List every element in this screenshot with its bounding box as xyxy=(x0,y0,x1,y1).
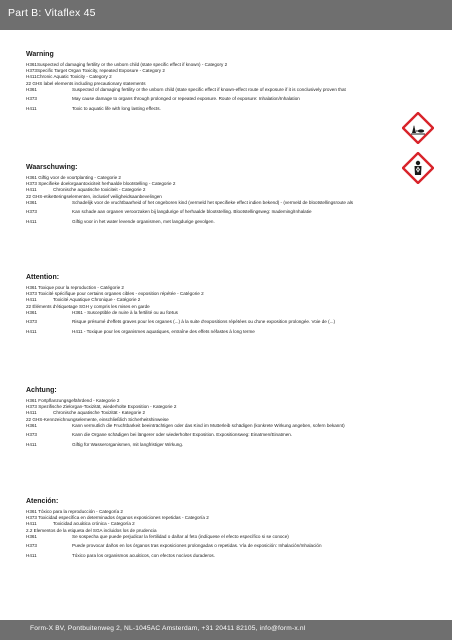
hazard-code: H373 xyxy=(26,319,37,325)
hazard-text: Toxicité Aquatique Chronique - Catégorie 2 xyxy=(53,297,141,303)
hazard-code: H361 xyxy=(26,422,37,428)
hazard-statement: Kann die Organe schädigen bei längerer oder wiederholter Exposition. Expositionsweg: Einatmen/Einatmen. xyxy=(72,432,293,438)
hazard-statement: May cause damage to organs through prolonged or repeated exposure. Route of exposure: Inhalation/Inhalation xyxy=(72,96,300,102)
section-french xyxy=(26,273,426,339)
hazard-code: H411 xyxy=(26,187,37,193)
label-elements-text: 22 GHS label elements including precautionary statements xyxy=(26,80,146,86)
document-title: Part B: Vitaflex 45 xyxy=(8,7,96,19)
hazard-statement: Schadelijk voor de vruchtbaarheid of het ongeboren kind (vermeld het specifieke effect indien bekend) - (vermeld de blootstellingsroute als xyxy=(72,199,354,205)
hazard-code: H373 xyxy=(26,432,37,438)
hazard-code: H373 xyxy=(26,209,37,215)
hazard-code: H373 Toxicidad específica en determinados órganos exposiciones repetidas - Categoría 2 xyxy=(26,515,209,521)
hazard-code: H411 xyxy=(26,106,37,111)
hazard-text: Chronische aquatische Toxizität - Kategorie 2 xyxy=(53,410,146,416)
hazard-code: H373 xyxy=(26,543,37,549)
hazard-statement: H361 - Susceptible de nuire à la fertilité ou au fœtus xyxy=(72,309,178,315)
hazard-text: Suspected of damaging fertility or the unborn child (state specific effect if known) - Category 2 xyxy=(36,62,228,67)
hazard-statement-row xyxy=(26,106,426,116)
hazard-code: H411 xyxy=(26,74,37,80)
hazard-statement-row xyxy=(26,432,426,442)
hazard-statement: Suspected of damaging fertility or the unborn child (state specific effect if known-effect route of exposure if it is conclusively proven that xyxy=(72,86,346,92)
signal-word-french: Attention: xyxy=(26,274,60,281)
hazard-statement: Kan schade aan organen veroorzaken bij langdurige of herhaalde blootstelling. Blootstellingsweg: Inademing/Inhalatie xyxy=(72,209,312,215)
hazard-statement-row xyxy=(26,319,426,329)
section-spanish xyxy=(26,497,426,563)
hazard-statement-row xyxy=(26,442,426,452)
hazard-code: H411 xyxy=(26,442,37,447)
hazard-code: H373 Spezifische Zielorgan-Toxizität, wiederholte Exposition - Kategorie 2 xyxy=(26,404,177,410)
hazard-text: Toxicidad acuática crónica - Categoría 2 xyxy=(53,521,135,527)
hazard-statement-row xyxy=(26,96,426,106)
hazard-code: H373 xyxy=(26,68,37,74)
hazard-code: H373 Specifieke doelorgaantoxiciteit herhaalde blootstelling - Categorie 2 xyxy=(26,181,176,187)
hazard-statement: Puede provocar daños en los órganos tras exposiciones prolongadas o repetidas. Vía de exposición: Inhalación/Inhalación xyxy=(72,543,322,549)
label-elements-text: 22 Éléments d'étiquetage SGH y compris les mises en garde xyxy=(26,303,150,309)
hazard-code: H361 xyxy=(26,533,37,539)
hazard-statement: Kann vermutlich die Fruchtbarkeit beeinträchtigen oder das Kind im Mutterleib schädigen (konkrete Wirkung angeben, sofern bekannt) xyxy=(72,422,345,428)
page-header xyxy=(0,0,452,30)
hazard-code: H411 xyxy=(26,521,37,527)
hazard-statement-row xyxy=(26,209,426,219)
environment-hazard-icon xyxy=(402,112,434,144)
hazard-code: H361 xyxy=(26,199,37,205)
page-footer xyxy=(0,620,452,640)
hazard-code: H361 Tóxico para la reproducción - Categoría 2 xyxy=(26,509,123,514)
hazard-statement: Giftig voor in het water levende organismen, met langdurige gevolgen. xyxy=(72,219,215,224)
hazard-statement-row xyxy=(26,423,426,433)
section-dutch xyxy=(26,163,426,229)
hazard-statement-row xyxy=(26,310,426,320)
hazard-statement-row xyxy=(26,543,426,553)
hazard-code: H361 xyxy=(26,309,37,315)
hazard-text: Specific Target Organ Toxicity, repeated Exposure - Category 2 xyxy=(36,68,165,74)
label-elements-text: 2.2 Elementos de la etiqueta del SGA incluidos los de prudencia xyxy=(26,527,157,533)
hazard-code: H411 xyxy=(26,329,37,334)
hazard-statement-row xyxy=(26,87,426,97)
hazard-text: Chronic Aquatic Toxicity - Category 2 xyxy=(36,74,112,80)
signal-word-german: Achtung: xyxy=(26,387,57,394)
hazard-statement-row xyxy=(26,329,426,339)
hazard-statement-row xyxy=(26,200,426,210)
hazard-statement-row xyxy=(26,534,426,544)
hazard-statement: Se sospecha que puede perjudicar la fertilidad o dañar al feto (indíquese el efecto específico si se conoce) xyxy=(72,533,289,539)
hazard-statement-row xyxy=(26,219,426,229)
hazard-code: H361 xyxy=(26,62,37,67)
signal-word-spanish: Atención: xyxy=(26,498,59,505)
signal-word-english: Warning xyxy=(26,51,54,58)
hazard-code: H411 xyxy=(26,297,37,303)
hazard-code: H361 Fortpflanzungsgefährdend - Kategorie 2 xyxy=(26,398,120,403)
label-elements-text: 22 GHS-Kennzeichnungselemente, einschließlich Sicherheitshinweise xyxy=(26,416,169,422)
signal-word-dutch: Waarschuwing: xyxy=(26,164,78,171)
hazard-code: H361 xyxy=(26,86,37,92)
hazard-statement: Tóxico para los organismos acuáticos, con efectos nocivos duraderos. xyxy=(72,553,215,558)
health-hazard-icon xyxy=(402,152,434,184)
hazard-code: H361 Giftig voor de voortplanting - Categorie 2 xyxy=(26,175,121,180)
hazard-code: H411 xyxy=(26,219,37,224)
label-elements-text: 22 GHS-etiketteringselementen, inclusief veiligheidsaanbevelingen xyxy=(26,193,162,199)
section-english xyxy=(26,50,426,116)
hazard-statement: Giftig für Wasserorganismen, mit langfristiger Wirkung. xyxy=(72,442,184,447)
ghs-pictograms xyxy=(398,112,438,188)
section-german xyxy=(26,386,426,452)
hazard-code: H373 Toxicité spécifique pour certains organes cibles - exposition répétée - Catégorie 2 xyxy=(26,291,204,297)
hazard-statement: H411 - Toxique pour les organismes aquatiques, entraîne des effets néfastes à long terme xyxy=(72,329,255,334)
hazard-statement: Toxic to aquatic life with long lasting effects. xyxy=(72,106,161,111)
hazard-code: H411 xyxy=(26,410,37,416)
hazard-text: Chronische aquatische toxiciteit - Categorie 2 xyxy=(53,187,146,193)
company-contact: Form-X BV, Pontbuitenweg 2, NL-1045AC Amsterdam, +31 20411 82105, info@form-x.nl xyxy=(30,625,306,632)
hazard-code: H373 xyxy=(26,96,37,102)
hazard-code: H361 Toxique pour la reproduction - Catégorie 2 xyxy=(26,285,124,290)
hazard-code: H411 xyxy=(26,553,37,558)
hazard-statement: Risque présumé d'effets graves pour les organes (...) à la suite d'expositions répétées ou d'une exposition prolongée. Voie de (...) xyxy=(72,319,336,325)
hazard-statement-row xyxy=(26,553,426,563)
